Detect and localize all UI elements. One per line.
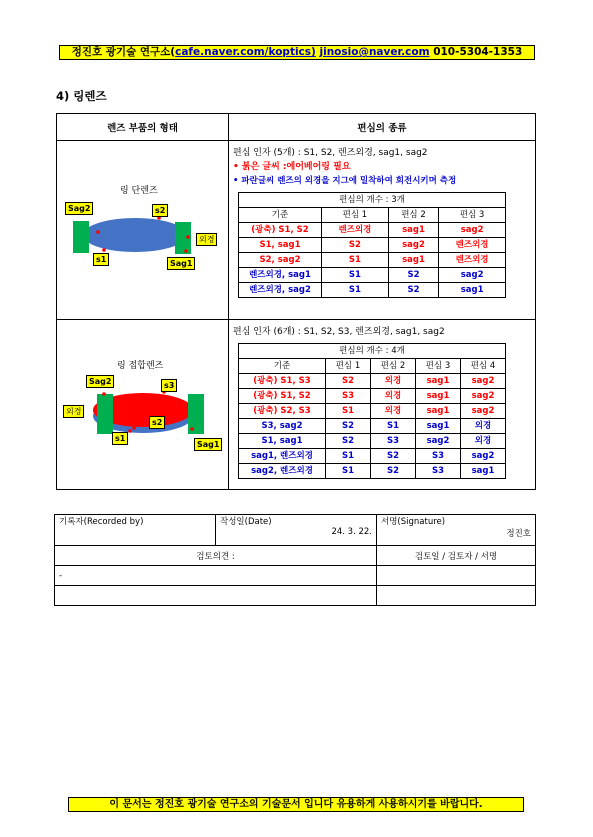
col-header: 편심 1 — [322, 208, 389, 223]
ecc-table-cell: 렌즈외경, sag2 — [239, 283, 322, 298]
ecc-table-cell: 외경 — [461, 419, 506, 434]
ecc-table-cell: S1 — [322, 268, 389, 283]
ecc-table-cell: S2 — [388, 283, 438, 298]
label-sag2: Sag2 — [86, 375, 114, 388]
singlet-ecc-count: 편심의 개수 : 3개 — [239, 193, 506, 208]
ecc-table-cell: S1 — [326, 404, 371, 419]
ecc-table-row — [239, 464, 506, 479]
ecc-table-cell: sag1 — [461, 464, 506, 479]
ecc-table-row — [239, 404, 506, 419]
ecc-table-cell: S1, sag1 — [239, 434, 326, 449]
ecc-table-row — [239, 223, 506, 238]
label-sag1: Sag1 — [167, 257, 195, 270]
singlet-ecc-table — [238, 192, 506, 298]
table-row — [57, 320, 536, 490]
footer-banner: 이 문서는 정진호 광기술 연구소의 기술문서 입니다 유용하게 사용하시기를 바랍니다. — [68, 797, 524, 812]
ecc-table-cell: 렌즈외경, sag1 — [239, 268, 322, 283]
review-meta-extra[interactable] — [377, 586, 536, 606]
ecc-table-row — [239, 389, 506, 404]
singlet-lens-name: 링 단렌즈 — [120, 186, 158, 196]
ecc-table-cell: sag1 — [416, 404, 461, 419]
singlet-ecc-header-row — [239, 208, 506, 223]
record-row — [55, 586, 536, 606]
signature-value: 정진호 — [506, 529, 531, 539]
ecc-table-row — [239, 449, 506, 464]
ecc-table-row — [239, 419, 506, 434]
note-red-text: • 붉은 글씨 :에어베어링 필요 — [233, 162, 351, 172]
cemented-ecc-count: 편심의 개수 : 4개 — [239, 344, 506, 359]
ecc-table-cell: S2 — [388, 268, 438, 283]
banner-phone: 010-5304-1353 — [433, 46, 523, 58]
col-header: 편심 2 — [388, 208, 438, 223]
ecc-table-cell: 렌즈외경 — [439, 253, 506, 268]
review-opinion-extra[interactable] — [55, 586, 377, 606]
cemented-ecc-header-row — [239, 359, 506, 374]
singlet-eccentricity-cell — [229, 141, 536, 320]
ecc-table-cell: sag2 — [416, 434, 461, 449]
date-value: 24. 3. 22. — [331, 527, 372, 537]
cemented-factor-line: 편심 인자 (6개) : S1, S2, S3, 렌즈외경, sag1, sag2 — [233, 327, 445, 337]
cemented-diagram-cell — [57, 320, 229, 490]
ecc-table-cell: S2 — [326, 434, 371, 449]
ecc-table-cell: (광축) S1, S3 — [239, 374, 326, 389]
record-row — [55, 566, 536, 586]
col-header: 기준 — [239, 208, 322, 223]
singlet-lens-icon — [57, 141, 228, 319]
ecc-table-cell: sag2 — [461, 389, 506, 404]
ecc-table-cell: sag1 — [416, 374, 461, 389]
ecc-table-cell: 외경 — [371, 389, 416, 404]
ecc-table-cell: S1 — [371, 419, 416, 434]
banner-author: 정진호 광기술 연구소( — [71, 46, 176, 58]
col-header: 편심 1 — [326, 359, 371, 374]
col-header: 편심 3 — [439, 208, 506, 223]
ecc-table-cell: S2 — [326, 419, 371, 434]
ecc-table-cell: S2, sag2 — [239, 253, 322, 268]
ecc-table-cell: S3 — [326, 389, 371, 404]
label-outer-diameter: 외경 — [196, 233, 217, 246]
ecc-table-cell: sag1 — [388, 253, 438, 268]
review-opinion-value[interactable]: - — [55, 566, 377, 586]
ecc-table-cell: 렌즈외경 — [439, 238, 506, 253]
ecc-table-cell: S1 — [326, 449, 371, 464]
label-sag2: Sag2 — [65, 202, 93, 215]
review-opinion-label: 검토의견 : — [55, 546, 377, 566]
ecc-table-row — [239, 283, 506, 298]
ecc-table-cell: S2 — [371, 449, 416, 464]
ecc-table-cell: S3 — [416, 464, 461, 479]
label-s3: s3 — [161, 379, 177, 392]
ecc-table-cell: sag2 — [388, 238, 438, 253]
ecc-table-cell: (광축) S2, S3 — [239, 404, 326, 419]
record-row — [55, 546, 536, 566]
header-banner — [59, 45, 535, 60]
ecc-table-cell: sag2 — [461, 404, 506, 419]
ecc-table-cell: S3 — [371, 434, 416, 449]
ecc-table-row — [239, 238, 506, 253]
ecc-table-row — [239, 374, 506, 389]
signature-cell — [377, 515, 536, 546]
ecc-table-cell: S1 — [322, 283, 389, 298]
cemented-eccentricity-cell — [229, 320, 536, 490]
ecc-table-cell: 외경 — [461, 434, 506, 449]
ecc-table-cell: 외경 — [371, 374, 416, 389]
ecc-table-cell: sag2 — [439, 268, 506, 283]
section-title: 4) 링렌즈 — [56, 89, 107, 103]
ring-lens-table — [56, 113, 536, 490]
label-outer-diameter: 외경 — [63, 405, 84, 418]
recorded-by-cell — [55, 515, 216, 546]
ecc-table-cell: sag1 — [388, 223, 438, 238]
table-header-row — [57, 114, 536, 141]
ecc-table-cell: S3, sag2 — [239, 419, 326, 434]
ecc-table-cell: sag2 — [461, 374, 506, 389]
label-sag1: Sag1 — [194, 438, 222, 451]
banner-email-link[interactable]: jinosio@naver.com — [319, 46, 430, 58]
col-header: 편심 4 — [461, 359, 506, 374]
ecc-table-cell: S2 — [326, 374, 371, 389]
col-header: 편심 3 — [416, 359, 461, 374]
ecc-table-cell: sag1, 렌즈외경 — [239, 449, 326, 464]
ecc-table-cell: 외경 — [371, 404, 416, 419]
ecc-table-cell: 렌즈외경 — [322, 223, 389, 238]
record-row — [55, 515, 536, 546]
ecc-table-cell: (광축) S1, S2 — [239, 223, 322, 238]
ecc-table-cell: sag1 — [416, 389, 461, 404]
ecc-table-cell: S1 — [322, 253, 389, 268]
date-label: 작성일(Date) — [220, 517, 272, 527]
label-s2: s2 — [149, 416, 165, 429]
ecc-table-cell: sag1 — [439, 283, 506, 298]
table-row — [57, 141, 536, 320]
label-s1: s1 — [93, 253, 109, 266]
ecc-table-cell: sag2 — [439, 223, 506, 238]
singlet-factor-line: 편심 인자 (5개) : S1, S2, 렌즈외경, sag1, sag2 — [233, 148, 428, 158]
ecc-table-cell: S1, sag1 — [239, 238, 322, 253]
col-header: 편심 2 — [371, 359, 416, 374]
ecc-table-cell: sag2, 렌즈외경 — [239, 464, 326, 479]
ecc-table-cell: sag1 — [416, 419, 461, 434]
date-cell — [216, 515, 377, 546]
col-header: 기준 — [239, 359, 326, 374]
singlet-diagram-cell — [57, 141, 229, 320]
label-s1: s1 — [112, 432, 128, 445]
recorded-by-label: 기록자(Recorded by) — [59, 517, 144, 527]
record-table — [54, 514, 536, 606]
review-meta-label: 검토일 / 검토자 / 서명 — [377, 546, 536, 566]
ecc-table-row — [239, 434, 506, 449]
header-lens-shape: 렌즈 부품의 형태 — [57, 114, 229, 141]
signature-label: 서명(Signature) — [381, 517, 446, 527]
cemented-ecc-table — [238, 343, 506, 479]
note-blue-text: • 파란글씨 렌즈의 외경을 지그에 밀착하여 회전시키며 측정 — [233, 176, 457, 186]
review-meta-value[interactable] — [377, 566, 536, 586]
ecc-table-cell: sag2 — [461, 449, 506, 464]
label-s2: s2 — [152, 204, 168, 217]
ecc-table-row — [239, 268, 506, 283]
ecc-table-cell: (광축) S1, S2 — [239, 389, 326, 404]
banner-site-link[interactable]: cafe.naver.com/koptics) — [175, 46, 316, 58]
cemented-lens-name: 링 접합렌즈 — [117, 361, 164, 371]
ecc-table-cell: S2 — [371, 464, 416, 479]
ecc-table-cell: S1 — [326, 464, 371, 479]
ecc-table-row — [239, 253, 506, 268]
header-eccentricity-type: 편심의 종류 — [229, 114, 536, 141]
ecc-table-cell: S2 — [322, 238, 389, 253]
ecc-table-cell: S3 — [416, 449, 461, 464]
